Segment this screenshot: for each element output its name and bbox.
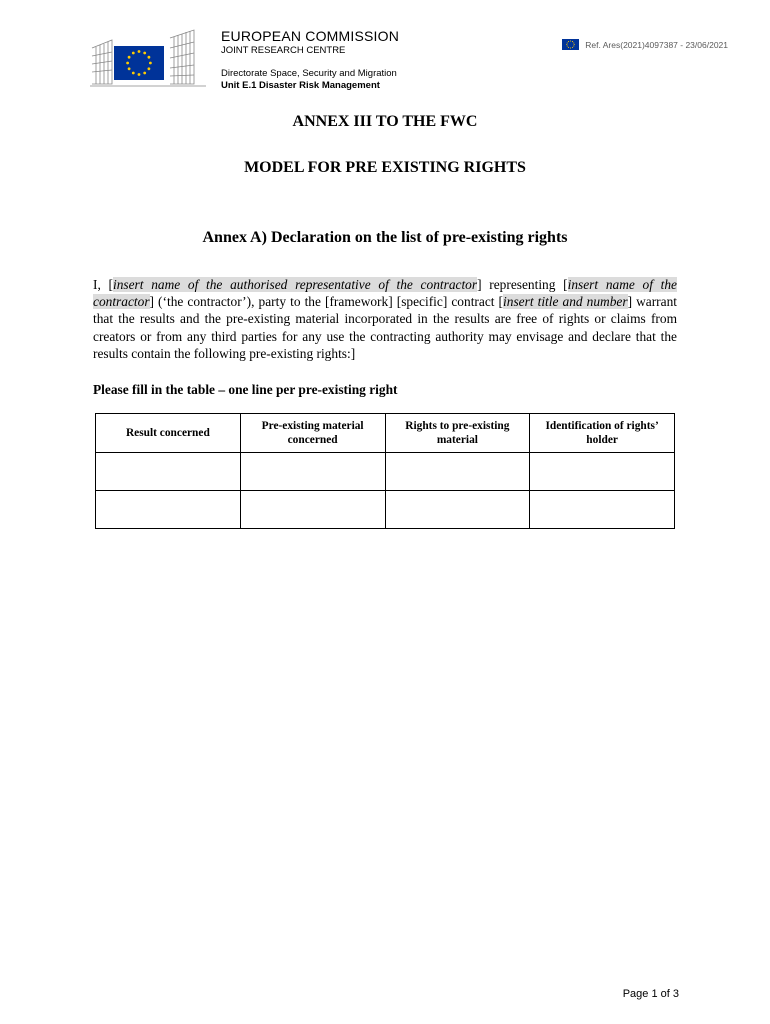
table-cell[interactable]	[530, 453, 675, 491]
model-title: MODEL FOR PRE EXISTING RIGHTS	[244, 159, 526, 176]
reference-stamp	[562, 39, 728, 50]
pre-existing-rights-table	[95, 413, 675, 529]
table-cell[interactable]	[96, 491, 241, 529]
organisation-name: EUROPEAN COMMISSION	[221, 28, 400, 44]
page-number: Page 1 of 3	[622, 988, 679, 1000]
unit: Unit E.1 Disaster Risk Management	[221, 80, 380, 91]
annex-title: ANNEX III TO THE FWC	[292, 113, 478, 130]
reference-number: Ref. Ares(2021)4097387 - 23/06/2021	[585, 39, 728, 50]
paragraph-text: ] representing [	[477, 277, 568, 292]
table-cell[interactable]	[385, 453, 530, 491]
declaration-paragraph	[93, 276, 677, 362]
table-row	[96, 453, 675, 491]
table-header-row	[96, 414, 675, 453]
table-cell[interactable]	[530, 491, 675, 529]
eu-flag-icon	[562, 39, 579, 50]
table-cell[interactable]	[240, 453, 385, 491]
table-instruction: Please fill in the table – one line per pre-existing right	[93, 382, 398, 397]
placeholder-representative[interactable]: insert name of the authorised representative of the contractor	[112, 277, 478, 292]
paragraph-text: ] warrant that the results and the pre-existing material incorporated in the results are free of rights or claims from creators or from any third parties for any use the contracting authority may envisage and declare that the results contain the following pre-existing rights:]	[93, 294, 677, 361]
declaration-title: Annex A) Declaration on the list of pre-existing rights	[202, 229, 568, 246]
european-commission-logo-icon	[90, 26, 206, 88]
organisation-block	[221, 28, 399, 92]
table-row	[96, 491, 675, 529]
header-rights: Rights to pre-existing material	[385, 414, 530, 453]
paragraph-text: ] (‘the contractor’), party to the [framework] [specific] contract [	[149, 294, 504, 310]
placeholder-contractor[interactable]: insert name of the contractor	[93, 277, 678, 310]
directorate: Directorate Space, Security and Migration	[221, 68, 397, 79]
header-rights-holder: Identification of rights’ holder	[530, 414, 675, 453]
table-cell[interactable]	[96, 453, 241, 491]
header-result-concerned: Result concerned	[96, 414, 241, 453]
header-pre-existing-material: Pre-existing material concerned	[240, 414, 385, 453]
placeholder-contract-title[interactable]: insert title and number	[503, 294, 628, 310]
paragraph-text: I, [	[93, 277, 113, 292]
table-cell[interactable]	[240, 491, 385, 529]
table-cell[interactable]	[385, 491, 530, 529]
research-centre: JOINT RESEARCH CENTRE	[221, 45, 346, 56]
